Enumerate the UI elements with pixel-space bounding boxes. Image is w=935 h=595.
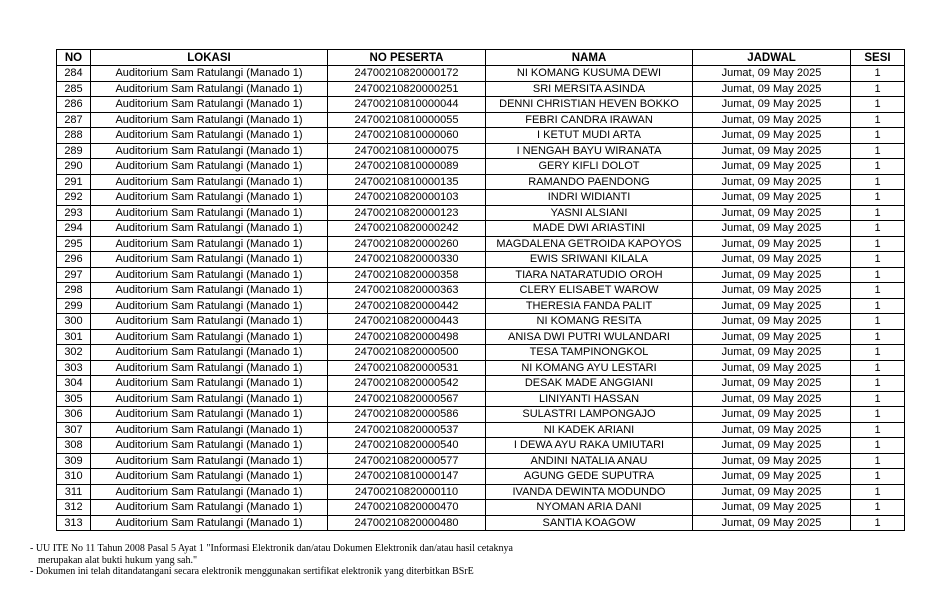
cell-no: 310 [57, 469, 91, 485]
cell-sesi: 1 [851, 97, 905, 113]
cell-sesi: 1 [851, 81, 905, 97]
cell-jadwal: Jumat, 09 May 2025 [693, 314, 851, 330]
cell-lokasi: Auditorium Sam Ratulangi (Manado 1) [91, 236, 328, 252]
cell-sesi: 1 [851, 159, 905, 175]
cell-lokasi: Auditorium Sam Ratulangi (Manado 1) [91, 314, 328, 330]
table-row [57, 159, 905, 175]
cell-lokasi: Auditorium Sam Ratulangi (Manado 1) [91, 469, 328, 485]
cell-no-peserta: 24700210820000500 [328, 345, 486, 361]
cell-nama: I DEWA AYU RAKA UMIUTARI [486, 438, 693, 454]
cell-no-peserta: 24700210820000498 [328, 329, 486, 345]
cell-lokasi: Auditorium Sam Ratulangi (Manado 1) [91, 174, 328, 190]
cell-nama: RAMANDO PAENDONG [486, 174, 693, 190]
cell-no-peserta: 24700210820000358 [328, 267, 486, 283]
header-no: NO [57, 50, 91, 66]
cell-no: 311 [57, 484, 91, 500]
cell-jadwal: Jumat, 09 May 2025 [693, 128, 851, 144]
cell-jadwal: Jumat, 09 May 2025 [693, 329, 851, 345]
cell-sesi: 1 [851, 407, 905, 423]
cell-no: 291 [57, 174, 91, 190]
table-row [57, 267, 905, 283]
cell-sesi: 1 [851, 438, 905, 454]
cell-nama: CLERY ELISABET WAROW [486, 283, 693, 299]
cell-no: 312 [57, 500, 91, 516]
cell-no: 301 [57, 329, 91, 345]
cell-jadwal: Jumat, 09 May 2025 [693, 205, 851, 221]
cell-no: 306 [57, 407, 91, 423]
cell-nama: I KETUT MUDI ARTA [486, 128, 693, 144]
cell-lokasi: Auditorium Sam Ratulangi (Manado 1) [91, 112, 328, 128]
cell-sesi: 1 [851, 376, 905, 392]
cell-no-peserta: 24700210820000542 [328, 376, 486, 392]
cell-no-peserta: 24700210820000123 [328, 205, 486, 221]
table-row [57, 81, 905, 97]
cell-sesi: 1 [851, 515, 905, 531]
cell-jadwal: Jumat, 09 May 2025 [693, 438, 851, 454]
cell-nama: SULASTRI LAMPONGAJO [486, 407, 693, 423]
cell-no-peserta: 24700210810000089 [328, 159, 486, 175]
cell-sesi: 1 [851, 66, 905, 82]
cell-lokasi: Auditorium Sam Ratulangi (Manado 1) [91, 267, 328, 283]
cell-no-peserta: 24700210820000251 [328, 81, 486, 97]
footer-note-uu-ite-continued: merupakan alat bukti hukum yang sah." [38, 554, 198, 566]
cell-sesi: 1 [851, 453, 905, 469]
cell-sesi: 1 [851, 422, 905, 438]
cell-jadwal: Jumat, 09 May 2025 [693, 97, 851, 113]
cell-no: 302 [57, 345, 91, 361]
cell-no: 293 [57, 205, 91, 221]
table-row [57, 221, 905, 237]
cell-nama: FEBRI CANDRA IRAWAN [486, 112, 693, 128]
cell-sesi: 1 [851, 360, 905, 376]
cell-no: 294 [57, 221, 91, 237]
cell-sesi: 1 [851, 112, 905, 128]
header-lokasi: LOKASI [91, 50, 328, 66]
table-row [57, 283, 905, 299]
cell-jadwal: Jumat, 09 May 2025 [693, 500, 851, 516]
cell-nama: SRI MERSITA ASINDA [486, 81, 693, 97]
cell-jadwal: Jumat, 09 May 2025 [693, 143, 851, 159]
cell-no: 307 [57, 422, 91, 438]
table-row [57, 500, 905, 516]
cell-lokasi: Auditorium Sam Ratulangi (Manado 1) [91, 205, 328, 221]
cell-nama: AGUNG GEDE SUPUTRA [486, 469, 693, 485]
cell-jadwal: Jumat, 09 May 2025 [693, 453, 851, 469]
cell-lokasi: Auditorium Sam Ratulangi (Manado 1) [91, 500, 328, 516]
cell-lokasi: Auditorium Sam Ratulangi (Manado 1) [91, 97, 328, 113]
cell-no-peserta: 24700210820000242 [328, 221, 486, 237]
cell-nama: I NENGAH BAYU WIRANATA [486, 143, 693, 159]
cell-jadwal: Jumat, 09 May 2025 [693, 407, 851, 423]
cell-lokasi: Auditorium Sam Ratulangi (Manado 1) [91, 159, 328, 175]
cell-no: 287 [57, 112, 91, 128]
table-row [57, 422, 905, 438]
cell-lokasi: Auditorium Sam Ratulangi (Manado 1) [91, 376, 328, 392]
cell-nama: ANDINI NATALIA ANAU [486, 453, 693, 469]
cell-no: 300 [57, 314, 91, 330]
cell-nama: EWIS SRIWANI KILALA [486, 252, 693, 268]
cell-nama: TIARA NATARATUDIO OROH [486, 267, 693, 283]
cell-no-peserta: 24700210820000567 [328, 391, 486, 407]
footer-notes [30, 543, 513, 578]
cell-no: 308 [57, 438, 91, 454]
cell-sesi: 1 [851, 236, 905, 252]
table-row [57, 66, 905, 82]
table-row [57, 407, 905, 423]
cell-no-peserta: 24700210820000480 [328, 515, 486, 531]
table-row [57, 143, 905, 159]
cell-no-peserta: 24700210820000172 [328, 66, 486, 82]
cell-nama: MADE DWI ARIASTINI [486, 221, 693, 237]
cell-lokasi: Auditorium Sam Ratulangi (Manado 1) [91, 345, 328, 361]
table-header-row [57, 50, 905, 66]
cell-no: 303 [57, 360, 91, 376]
cell-no-peserta: 24700210820000103 [328, 190, 486, 206]
cell-nama: DESAK MADE ANGGIANI [486, 376, 693, 392]
cell-nama: TESA TAMPINONGKOL [486, 345, 693, 361]
cell-no-peserta: 24700210820000330 [328, 252, 486, 268]
cell-jadwal: Jumat, 09 May 2025 [693, 469, 851, 485]
cell-no: 299 [57, 298, 91, 314]
cell-no-peserta: 24700210820000260 [328, 236, 486, 252]
cell-jadwal: Jumat, 09 May 2025 [693, 236, 851, 252]
cell-no: 295 [57, 236, 91, 252]
cell-sesi: 1 [851, 345, 905, 361]
cell-lokasi: Auditorium Sam Ratulangi (Manado 1) [91, 438, 328, 454]
cell-no-peserta: 24700210820000442 [328, 298, 486, 314]
cell-no: 296 [57, 252, 91, 268]
header-sesi: SESI [851, 50, 905, 66]
cell-sesi: 1 [851, 329, 905, 345]
cell-lokasi: Auditorium Sam Ratulangi (Manado 1) [91, 407, 328, 423]
table-row [57, 252, 905, 268]
cell-no-peserta: 24700210810000147 [328, 469, 486, 485]
cell-jadwal: Jumat, 09 May 2025 [693, 174, 851, 190]
cell-lokasi: Auditorium Sam Ratulangi (Manado 1) [91, 66, 328, 82]
cell-nama: LINIYANTI HASSAN [486, 391, 693, 407]
cell-jadwal: Jumat, 09 May 2025 [693, 376, 851, 392]
table-row [57, 205, 905, 221]
cell-no: 289 [57, 143, 91, 159]
cell-no: 286 [57, 97, 91, 113]
cell-no: 297 [57, 267, 91, 283]
cell-sesi: 1 [851, 267, 905, 283]
header-no-peserta: NO PESERTA [328, 50, 486, 66]
cell-no: 290 [57, 159, 91, 175]
cell-no-peserta: 24700210820000531 [328, 360, 486, 376]
cell-nama: NI KADEK ARIANI [486, 422, 693, 438]
cell-nama: ANISA DWI PUTRI WULANDARI [486, 329, 693, 345]
cell-sesi: 1 [851, 469, 905, 485]
cell-no: 305 [57, 391, 91, 407]
header-nama: NAMA [486, 50, 693, 66]
cell-sesi: 1 [851, 143, 905, 159]
cell-lokasi: Auditorium Sam Ratulangi (Manado 1) [91, 484, 328, 500]
cell-no-peserta: 24700210820000363 [328, 283, 486, 299]
cell-nama: NYOMAN ARIA DANI [486, 500, 693, 516]
cell-lokasi: Auditorium Sam Ratulangi (Manado 1) [91, 81, 328, 97]
cell-lokasi: Auditorium Sam Ratulangi (Manado 1) [91, 391, 328, 407]
table-row [57, 391, 905, 407]
participant-table [56, 49, 905, 531]
table-row [57, 174, 905, 190]
cell-lokasi: Auditorium Sam Ratulangi (Manado 1) [91, 329, 328, 345]
cell-jadwal: Jumat, 09 May 2025 [693, 112, 851, 128]
cell-lokasi: Auditorium Sam Ratulangi (Manado 1) [91, 252, 328, 268]
cell-sesi: 1 [851, 484, 905, 500]
cell-jadwal: Jumat, 09 May 2025 [693, 283, 851, 299]
cell-nama: NI KOMANG AYU LESTARI [486, 360, 693, 376]
cell-jadwal: Jumat, 09 May 2025 [693, 422, 851, 438]
cell-lokasi: Auditorium Sam Ratulangi (Manado 1) [91, 283, 328, 299]
header-jadwal: JADWAL [693, 50, 851, 66]
table-row [57, 97, 905, 113]
cell-jadwal: Jumat, 09 May 2025 [693, 81, 851, 97]
table-row [57, 236, 905, 252]
cell-lokasi: Auditorium Sam Ratulangi (Manado 1) [91, 190, 328, 206]
cell-lokasi: Auditorium Sam Ratulangi (Manado 1) [91, 143, 328, 159]
table-row [57, 376, 905, 392]
cell-no: 298 [57, 283, 91, 299]
cell-no-peserta: 24700210810000135 [328, 174, 486, 190]
cell-jadwal: Jumat, 09 May 2025 [693, 190, 851, 206]
table-row [57, 112, 905, 128]
table-row [57, 469, 905, 485]
cell-no-peserta: 24700210820000537 [328, 422, 486, 438]
table-row [57, 190, 905, 206]
table-row [57, 360, 905, 376]
cell-nama: THERESIA FANDA PALIT [486, 298, 693, 314]
cell-sesi: 1 [851, 205, 905, 221]
cell-lokasi: Auditorium Sam Ratulangi (Manado 1) [91, 515, 328, 531]
cell-jadwal: Jumat, 09 May 2025 [693, 298, 851, 314]
cell-lokasi: Auditorium Sam Ratulangi (Manado 1) [91, 453, 328, 469]
cell-sesi: 1 [851, 283, 905, 299]
cell-nama: NI KOMANG RESITA [486, 314, 693, 330]
cell-sesi: 1 [851, 174, 905, 190]
cell-jadwal: Jumat, 09 May 2025 [693, 267, 851, 283]
cell-no-peserta: 24700210810000060 [328, 128, 486, 144]
cell-no: 284 [57, 66, 91, 82]
cell-lokasi: Auditorium Sam Ratulangi (Manado 1) [91, 298, 328, 314]
cell-nama: YASNI ALSIANI [486, 205, 693, 221]
cell-jadwal: Jumat, 09 May 2025 [693, 360, 851, 376]
cell-nama: GERY KIFLI DOLOT [486, 159, 693, 175]
footer-note-bsre: - Dokumen ini telah ditandatangani secara elektronik menggunakan sertifikat elektronik yang diterbitkan BSrE [30, 566, 474, 577]
cell-jadwal: Jumat, 09 May 2025 [693, 484, 851, 500]
cell-no: 309 [57, 453, 91, 469]
cell-sesi: 1 [851, 221, 905, 237]
cell-sesi: 1 [851, 190, 905, 206]
cell-no-peserta: 24700210810000075 [328, 143, 486, 159]
cell-jadwal: Jumat, 09 May 2025 [693, 252, 851, 268]
table-row [57, 515, 905, 531]
cell-nama: MAGDALENA GETROIDA KAPOYOS [486, 236, 693, 252]
cell-no: 292 [57, 190, 91, 206]
cell-no: 313 [57, 515, 91, 531]
cell-jadwal: Jumat, 09 May 2025 [693, 66, 851, 82]
cell-jadwal: Jumat, 09 May 2025 [693, 221, 851, 237]
cell-sesi: 1 [851, 128, 905, 144]
cell-jadwal: Jumat, 09 May 2025 [693, 391, 851, 407]
table-row [57, 128, 905, 144]
cell-nama: NI KOMANG KUSUMA DEWI [486, 66, 693, 82]
cell-lokasi: Auditorium Sam Ratulangi (Manado 1) [91, 128, 328, 144]
cell-no: 304 [57, 376, 91, 392]
cell-lokasi: Auditorium Sam Ratulangi (Manado 1) [91, 422, 328, 438]
cell-no-peserta: 24700210820000110 [328, 484, 486, 500]
cell-nama: IVANDA DEWINTA MODUNDO [486, 484, 693, 500]
cell-nama: SANTIA KOAGOW [486, 515, 693, 531]
cell-no-peserta: 24700210820000577 [328, 453, 486, 469]
cell-nama: INDRI WIDIANTI [486, 190, 693, 206]
cell-jadwal: Jumat, 09 May 2025 [693, 345, 851, 361]
cell-no-peserta: 24700210820000470 [328, 500, 486, 516]
table-row [57, 453, 905, 469]
cell-jadwal: Jumat, 09 May 2025 [693, 515, 851, 531]
cell-no: 285 [57, 81, 91, 97]
footer-note-uu-ite: - UU ITE No 11 Tahun 2008 Pasal 5 Ayat 1 "Informasi Elektronik dan/atau Dokumen Elektronik dan/atau hasil cetaknya [30, 543, 513, 554]
cell-sesi: 1 [851, 500, 905, 516]
cell-sesi: 1 [851, 298, 905, 314]
cell-no-peserta: 24700210810000055 [328, 112, 486, 128]
cell-sesi: 1 [851, 252, 905, 268]
cell-no-peserta: 24700210820000540 [328, 438, 486, 454]
cell-no-peserta: 24700210810000044 [328, 97, 486, 113]
cell-sesi: 1 [851, 314, 905, 330]
cell-no: 288 [57, 128, 91, 144]
cell-lokasi: Auditorium Sam Ratulangi (Manado 1) [91, 360, 328, 376]
cell-jadwal: Jumat, 09 May 2025 [693, 159, 851, 175]
table-row [57, 314, 905, 330]
table-row [57, 298, 905, 314]
cell-no-peserta: 24700210820000443 [328, 314, 486, 330]
table-row [57, 345, 905, 361]
table-row [57, 438, 905, 454]
cell-no-peserta: 24700210820000586 [328, 407, 486, 423]
table-row [57, 329, 905, 345]
table-row [57, 484, 905, 500]
cell-nama: DENNI CHRISTIAN HEVEN BOKKO [486, 97, 693, 113]
cell-lokasi: Auditorium Sam Ratulangi (Manado 1) [91, 221, 328, 237]
cell-sesi: 1 [851, 391, 905, 407]
